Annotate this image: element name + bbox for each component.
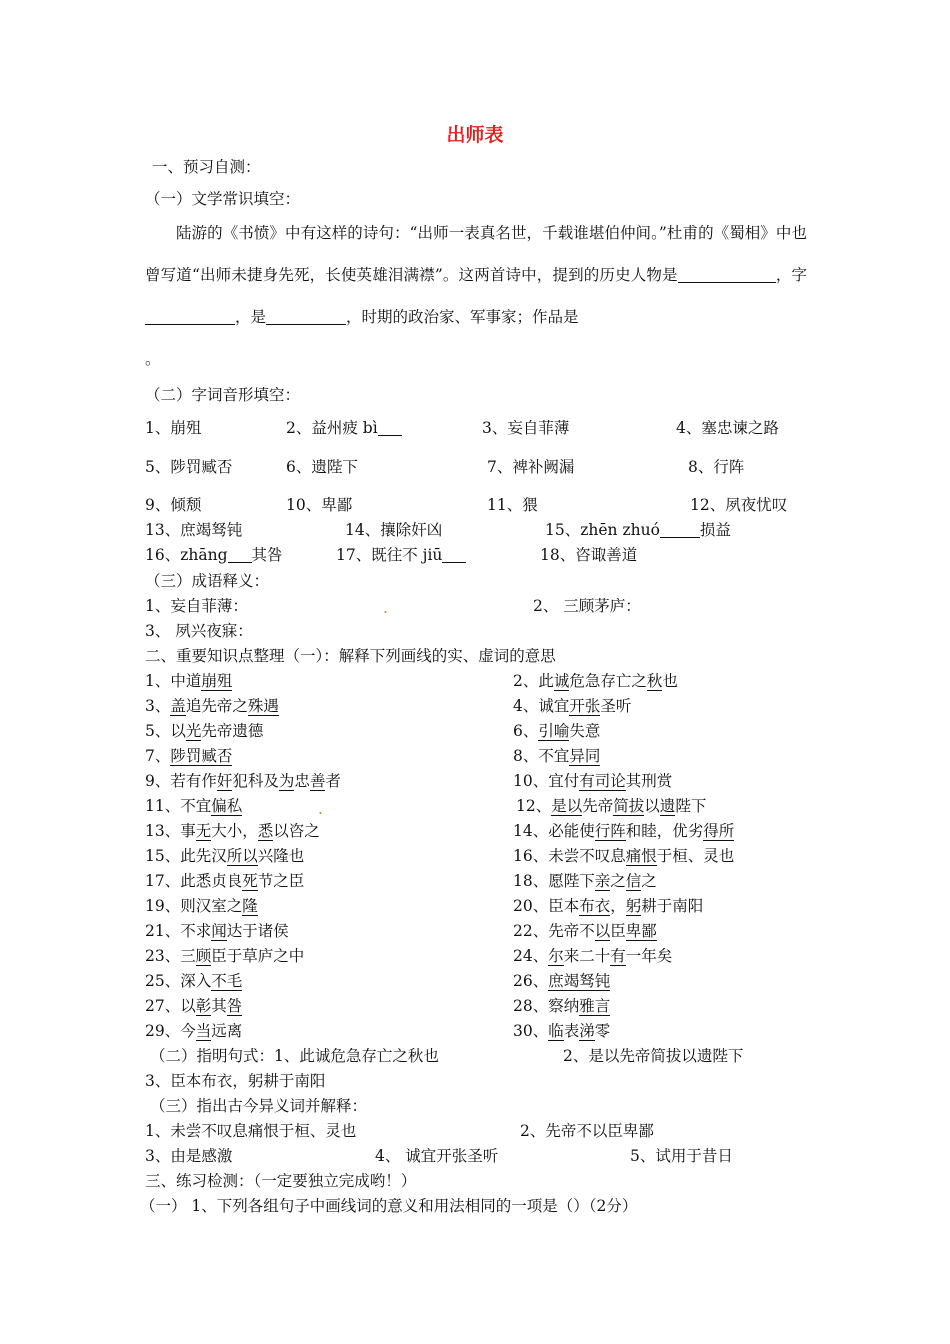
word-item: 30、临表涕零 [513, 1022, 611, 1040]
subsection-literature: （一）文学常识填空： [145, 190, 301, 208]
ancient-modern-item: 5、试用于昔日 [630, 1147, 733, 1165]
vocab-item: 15、zhēn zhuó 损益 [545, 521, 731, 539]
word-item: 15、此先汉所以兴隆也 [145, 847, 305, 865]
ancient-modern-item: 4、 诚宜开张圣听 [375, 1147, 499, 1165]
section-3-heading: 三、练习检测：（一定要独立完成哟！） [145, 1172, 417, 1190]
word-item: 21、不求闻达于诸侯 [145, 922, 289, 940]
blank-era[interactable] [266, 308, 346, 325]
vocab-item: 10、卑鄙 [286, 496, 353, 514]
vocab-item: 16、zhāng 其咎 [145, 546, 283, 564]
word-item: 12、是以先帝简拔以遗陛下 [516, 797, 707, 815]
word-item: 19、则汉室之隆 [145, 897, 258, 915]
idiom-item: 2、 三顾茅庐： [533, 597, 641, 615]
word-item: 23、三顾臣于草庐之中 [145, 947, 305, 965]
stray-dot: . [383, 599, 388, 617]
para-text-1: 陆游的《书愤》中有这样的诗句：“出师一表真名世，千载谁堪伯仲间。”杜甫的《蜀相》中也曾写道“出师未捷身先死，长使英雄泪满襟”。这两首诗中，提到的历史人物是 [145, 224, 807, 284]
ancient-modern-heading: （三）指出古今异义词并解释： [150, 1097, 368, 1115]
idiom-item: 3、 夙兴夜寐： [145, 622, 253, 640]
word-item: 26、庶竭驽钝 [513, 972, 611, 990]
word-item: 22、先帝不以臣卑鄙 [513, 922, 657, 940]
word-item: 17、此悉贞良死节之臣 [145, 872, 305, 890]
word-item: 20、臣本布衣，躬耕于南阳 [513, 897, 704, 915]
subsection-idioms: （三）成语释义： [145, 572, 270, 590]
vocab-item: 18、咨诹善道 [540, 546, 638, 564]
word-item: 8、不宜异同 [513, 747, 601, 765]
section-1-heading: 一、预习自测： [152, 158, 261, 176]
blank[interactable] [442, 546, 466, 563]
vocab-item: 5、陟罚臧否 [145, 458, 233, 476]
word-item: 14、必能使行阵和睦，优劣得所 [513, 822, 735, 840]
section-2-heading: 二、重要知识点整理（一）：解释下列画线的实、虚词的意思 [145, 647, 556, 665]
vocab-item: 12、夙夜忧叹 [690, 496, 788, 514]
vocab-item: 14、攘除奸凶 [345, 521, 443, 539]
para-text-4: ，时期的政治家、军事家；作品是 [346, 308, 579, 326]
word-item: 2、此诚危急存亡之秋也 [513, 672, 678, 690]
sentence-pattern-item: 3、臣本布衣，躬耕于南阳 [145, 1072, 326, 1090]
word-item: 24、尔来二十有一年矣 [513, 947, 673, 965]
word-item: 25、深入不毛 [145, 972, 243, 990]
literature-paragraph [145, 212, 807, 380]
vocab-item: 13、庶竭驽钝 [145, 521, 243, 539]
para-text-5: 。 [145, 350, 161, 368]
word-item: 18、愿陛下亲之信之 [513, 872, 657, 890]
blank[interactable] [660, 521, 700, 538]
word-item: 27、以彰其咎 [145, 997, 243, 1015]
word-item: 29、今当远离 [145, 1022, 243, 1040]
vocab-item: 17、既往不 jiū [336, 545, 466, 565]
para-text-3: ，是 [235, 308, 267, 326]
blank[interactable] [378, 419, 402, 436]
vocab-item: 4、塞忠谏之路 [676, 419, 779, 437]
document-title: 出师表 [446, 124, 504, 146]
word-item: 13、事无大小，悉以咨之 [145, 822, 320, 840]
vocab-item: 2、益州疲 bì [286, 418, 402, 438]
word-item: 28、察纳雅言 [513, 997, 611, 1015]
word-item: 3、盖追先帝之殊遇 [145, 697, 279, 715]
word-item: 4、诚宜开张圣听 [513, 697, 632, 715]
blank-name[interactable] [678, 266, 776, 283]
sentence-pattern-item: 2、是以先帝简拔以遗陛下 [563, 1047, 744, 1065]
word-item: 5、以光先帝遗德 [145, 722, 264, 740]
para-text-2: ，字 [775, 266, 807, 284]
word-item: 7、陟罚臧否 [145, 747, 233, 765]
ancient-modern-item: 3、由是感激 [145, 1147, 233, 1165]
blank[interactable] [228, 546, 252, 563]
idiom-item: 1、妄自菲薄： [145, 597, 248, 615]
vocab-item: 1、崩殂 [145, 419, 202, 437]
word-item: 9、若有作奸犯科及为忠善者 [145, 772, 341, 790]
blank-courtesy-name[interactable] [145, 308, 235, 325]
vocab-item: 3、妄自菲薄 [482, 419, 570, 437]
vocab-item: 9、倾颓 [145, 496, 202, 514]
stray-dot: . [318, 800, 323, 818]
word-item: 10、宜付有司论其刑赏 [513, 772, 673, 790]
word-item: 16、未尝不叹息痛恨于桓、灵也 [513, 847, 735, 865]
word-item: 11、不宜偏私 [145, 797, 243, 815]
vocab-item: 7、裨补阙漏 [487, 458, 575, 476]
word-item: 1、中道崩殂 [145, 672, 233, 690]
vocab-item: 11、猥 [487, 496, 538, 514]
vocab-item: 6、遗陛下 [286, 458, 358, 476]
question-1: （一） 1、下列各组句子中画线词的意义和用法相同的一项是（）（2分） [140, 1197, 638, 1215]
ancient-modern-item: 1、未尝不叹息痛恨于桓、灵也 [145, 1122, 357, 1140]
vocab-item: 8、行阵 [688, 458, 745, 476]
word-item: 6、引喻失意 [513, 722, 601, 740]
subsection-vocab: （二）字词音形填空： [145, 386, 301, 404]
ancient-modern-item: 2、先帝不以臣卑鄙 [520, 1122, 654, 1140]
sentence-pattern-heading: （二）指明句式：1、此诚危急存亡之秋也 [150, 1047, 439, 1065]
